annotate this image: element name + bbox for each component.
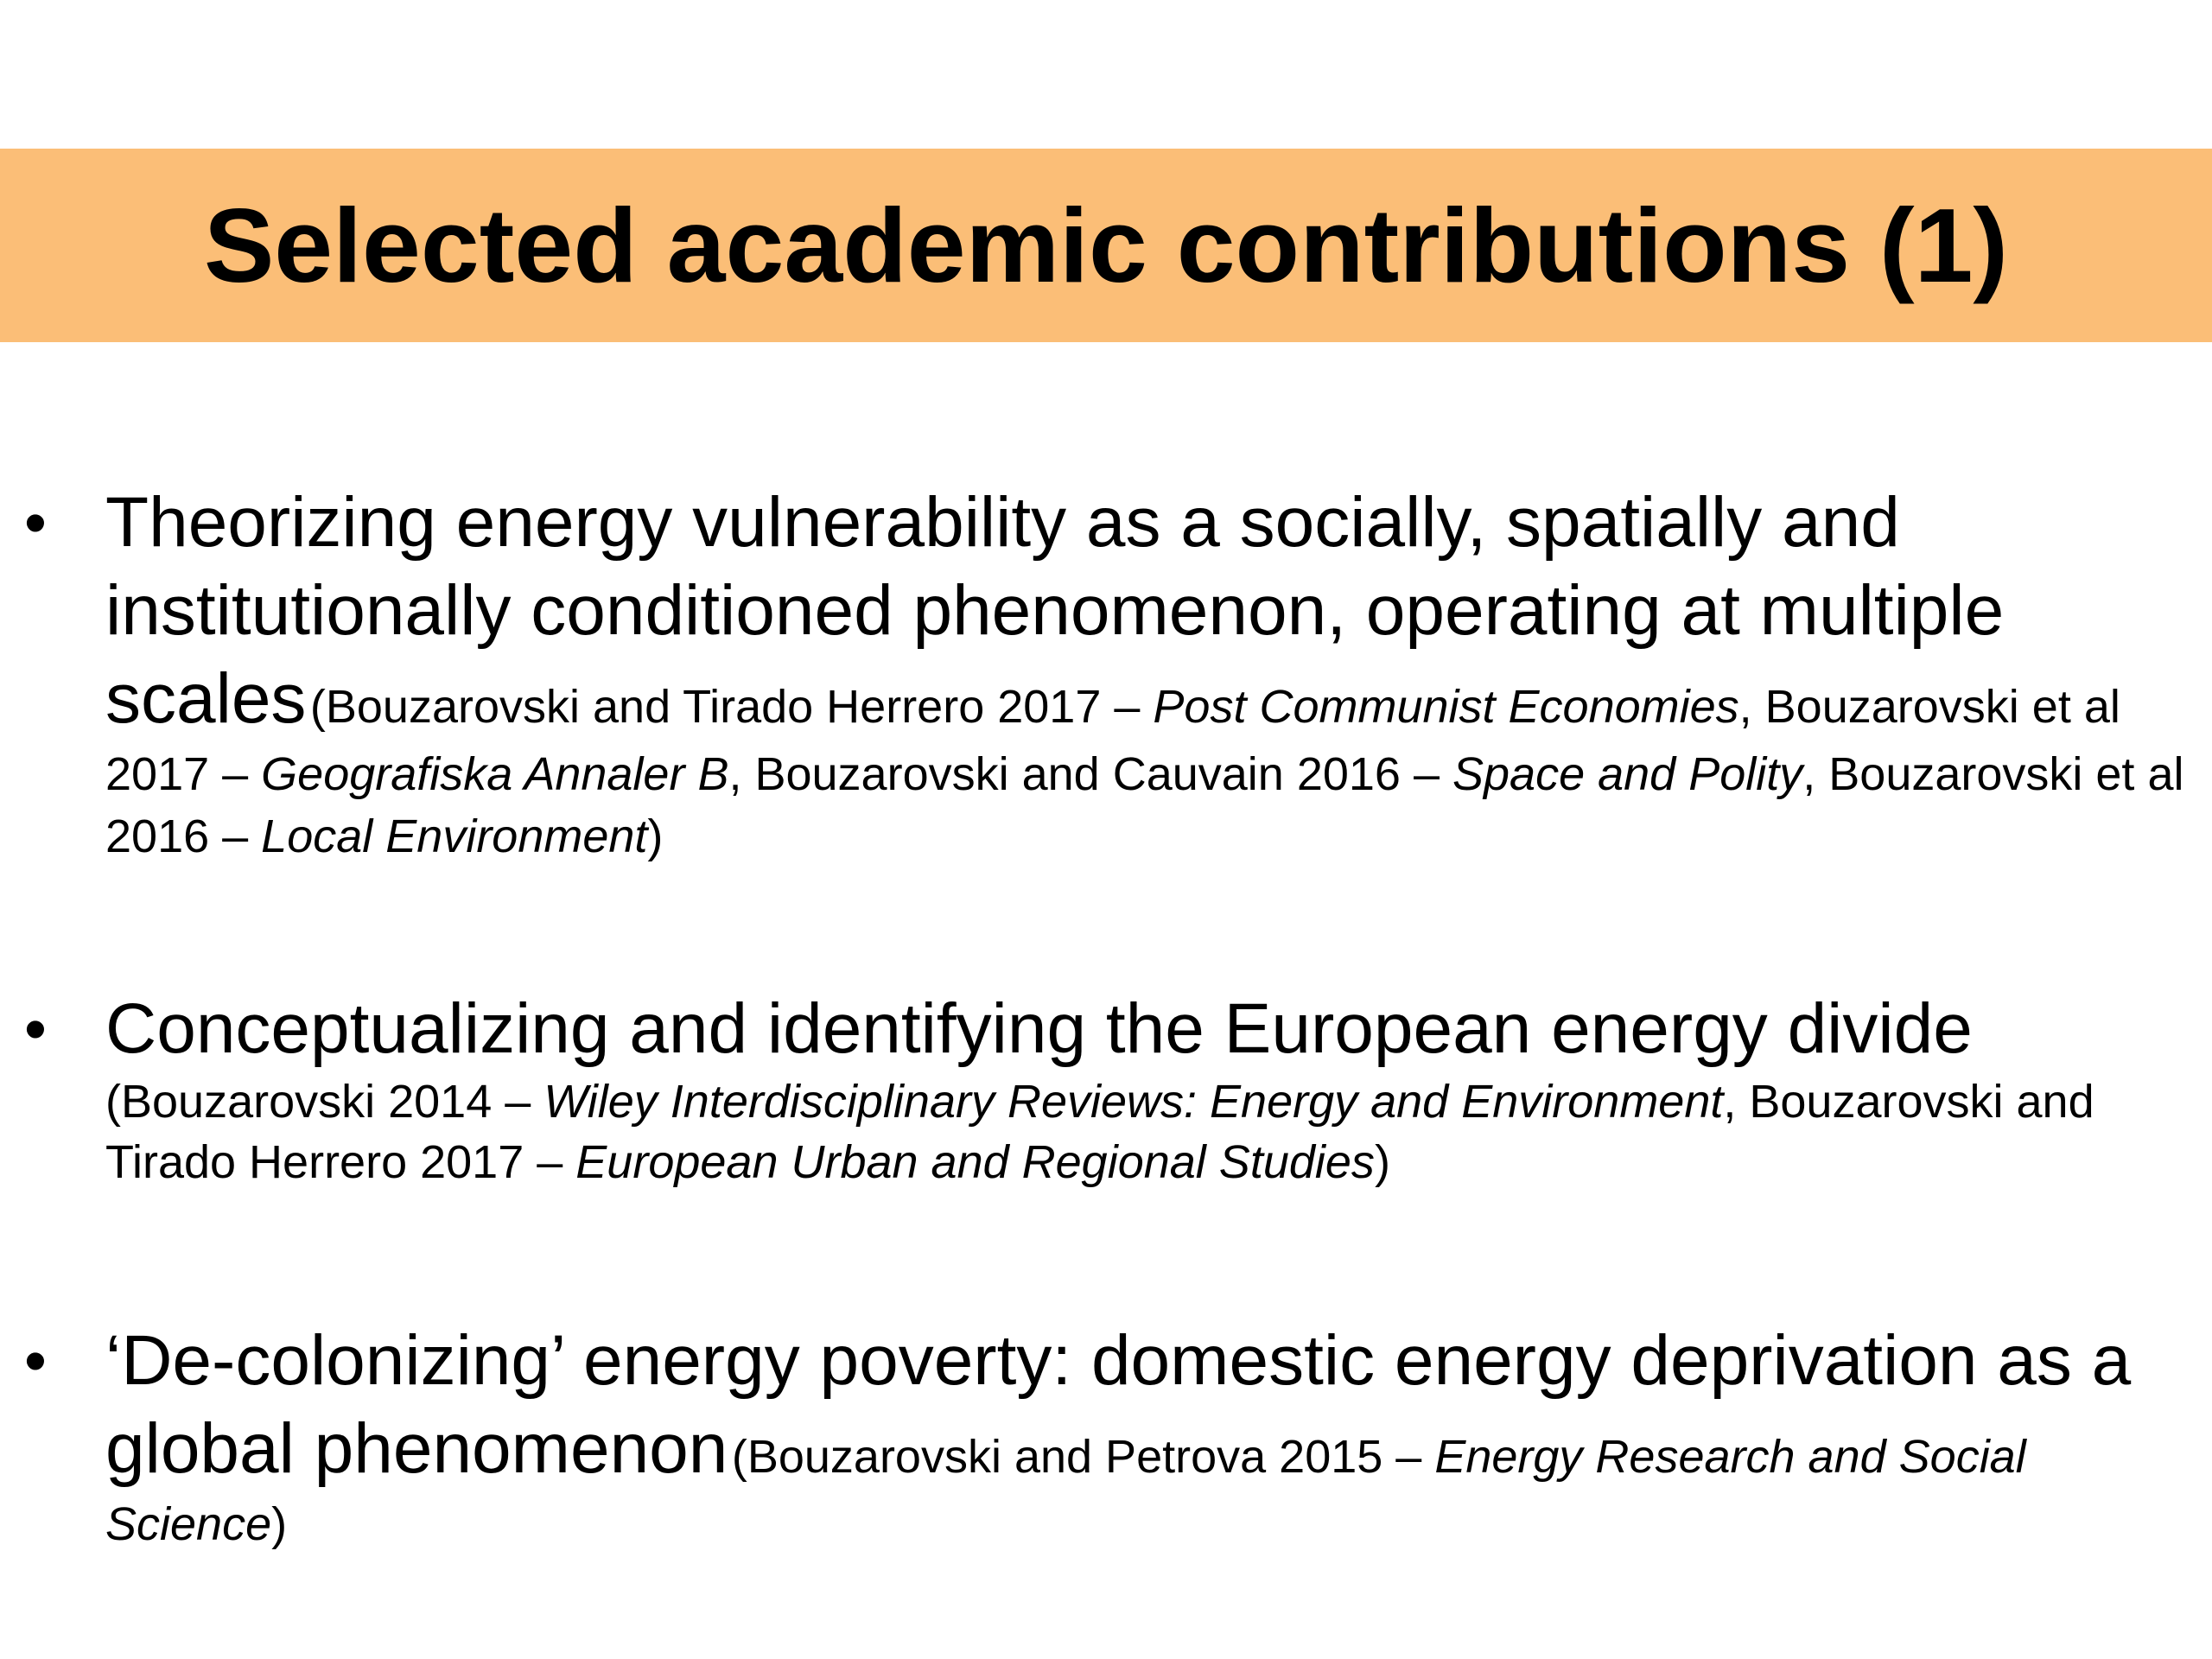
bullet-body (105, 985, 2186, 1192)
bullet-symbol: • (24, 1325, 47, 1396)
reference-text: , Bouzarovski et al 2017 – (105, 681, 2120, 800)
title-band (0, 149, 2212, 342)
bullet-text (105, 479, 2186, 868)
bullet-symbol: • (24, 993, 47, 1065)
reference-text: , Bouzarovski and Tirado Herrero 2017 – (105, 1076, 2094, 1188)
journal-title: Local Environment (261, 810, 648, 862)
reference-text: ) (647, 810, 664, 862)
bullet-text (105, 1317, 2186, 1555)
bullet-symbol: • (24, 486, 47, 558)
reference-text: ) (1374, 1136, 1390, 1188)
bullet-main-text: Theorizing energy vulnerability as a socially, spatially and institutionally conditioned phenomenon, operating at multiple scales (105, 483, 2005, 738)
slide-title: Selected academic contributions (1) (203, 187, 2009, 304)
bullet-body (105, 479, 2186, 868)
journal-title: Space and Polity (1452, 748, 1803, 800)
journal-title: Energy Research and Social Science (105, 1431, 2026, 1550)
bullet-main-text: ‘De-colonizing’ energy poverty: domestic energy deprivation as a global phenomenon (105, 1321, 2132, 1488)
bullet-body (105, 1317, 2186, 1555)
reference-text: (Bouzarovski 2014 – (105, 1076, 544, 1128)
journal-title: European Urban and Regional Studies (575, 1136, 1375, 1188)
bullet-item-2 (0, 985, 2212, 1210)
bullet-references (105, 1071, 2186, 1192)
bullet-main-text: Conceptualizing and identifying the European energy divide (105, 989, 1973, 1068)
journal-title: Post Communist Economies (1153, 681, 1739, 733)
reference-text: (Bouzarovski and Tirado Herrero 2017 – (309, 681, 1154, 733)
bullet-item-3 (0, 1317, 2212, 1576)
bullet-references (105, 681, 2183, 862)
journal-title: Wiley Interdisciplinary Reviews: Energy and Environment (543, 1076, 1724, 1128)
reference-text: ) (271, 1498, 288, 1550)
reference-text: , Bouzarovski et al 2016 – (105, 748, 2184, 862)
bullet-item-1 (0, 479, 2212, 868)
reference-text: (Bouzarovski and Petrova 2015 – (731, 1431, 1435, 1483)
reference-text: , Bouzarovski and Cauvain 2016 – (728, 748, 1452, 800)
journal-title: Geografiska Annaler B (261, 748, 729, 800)
